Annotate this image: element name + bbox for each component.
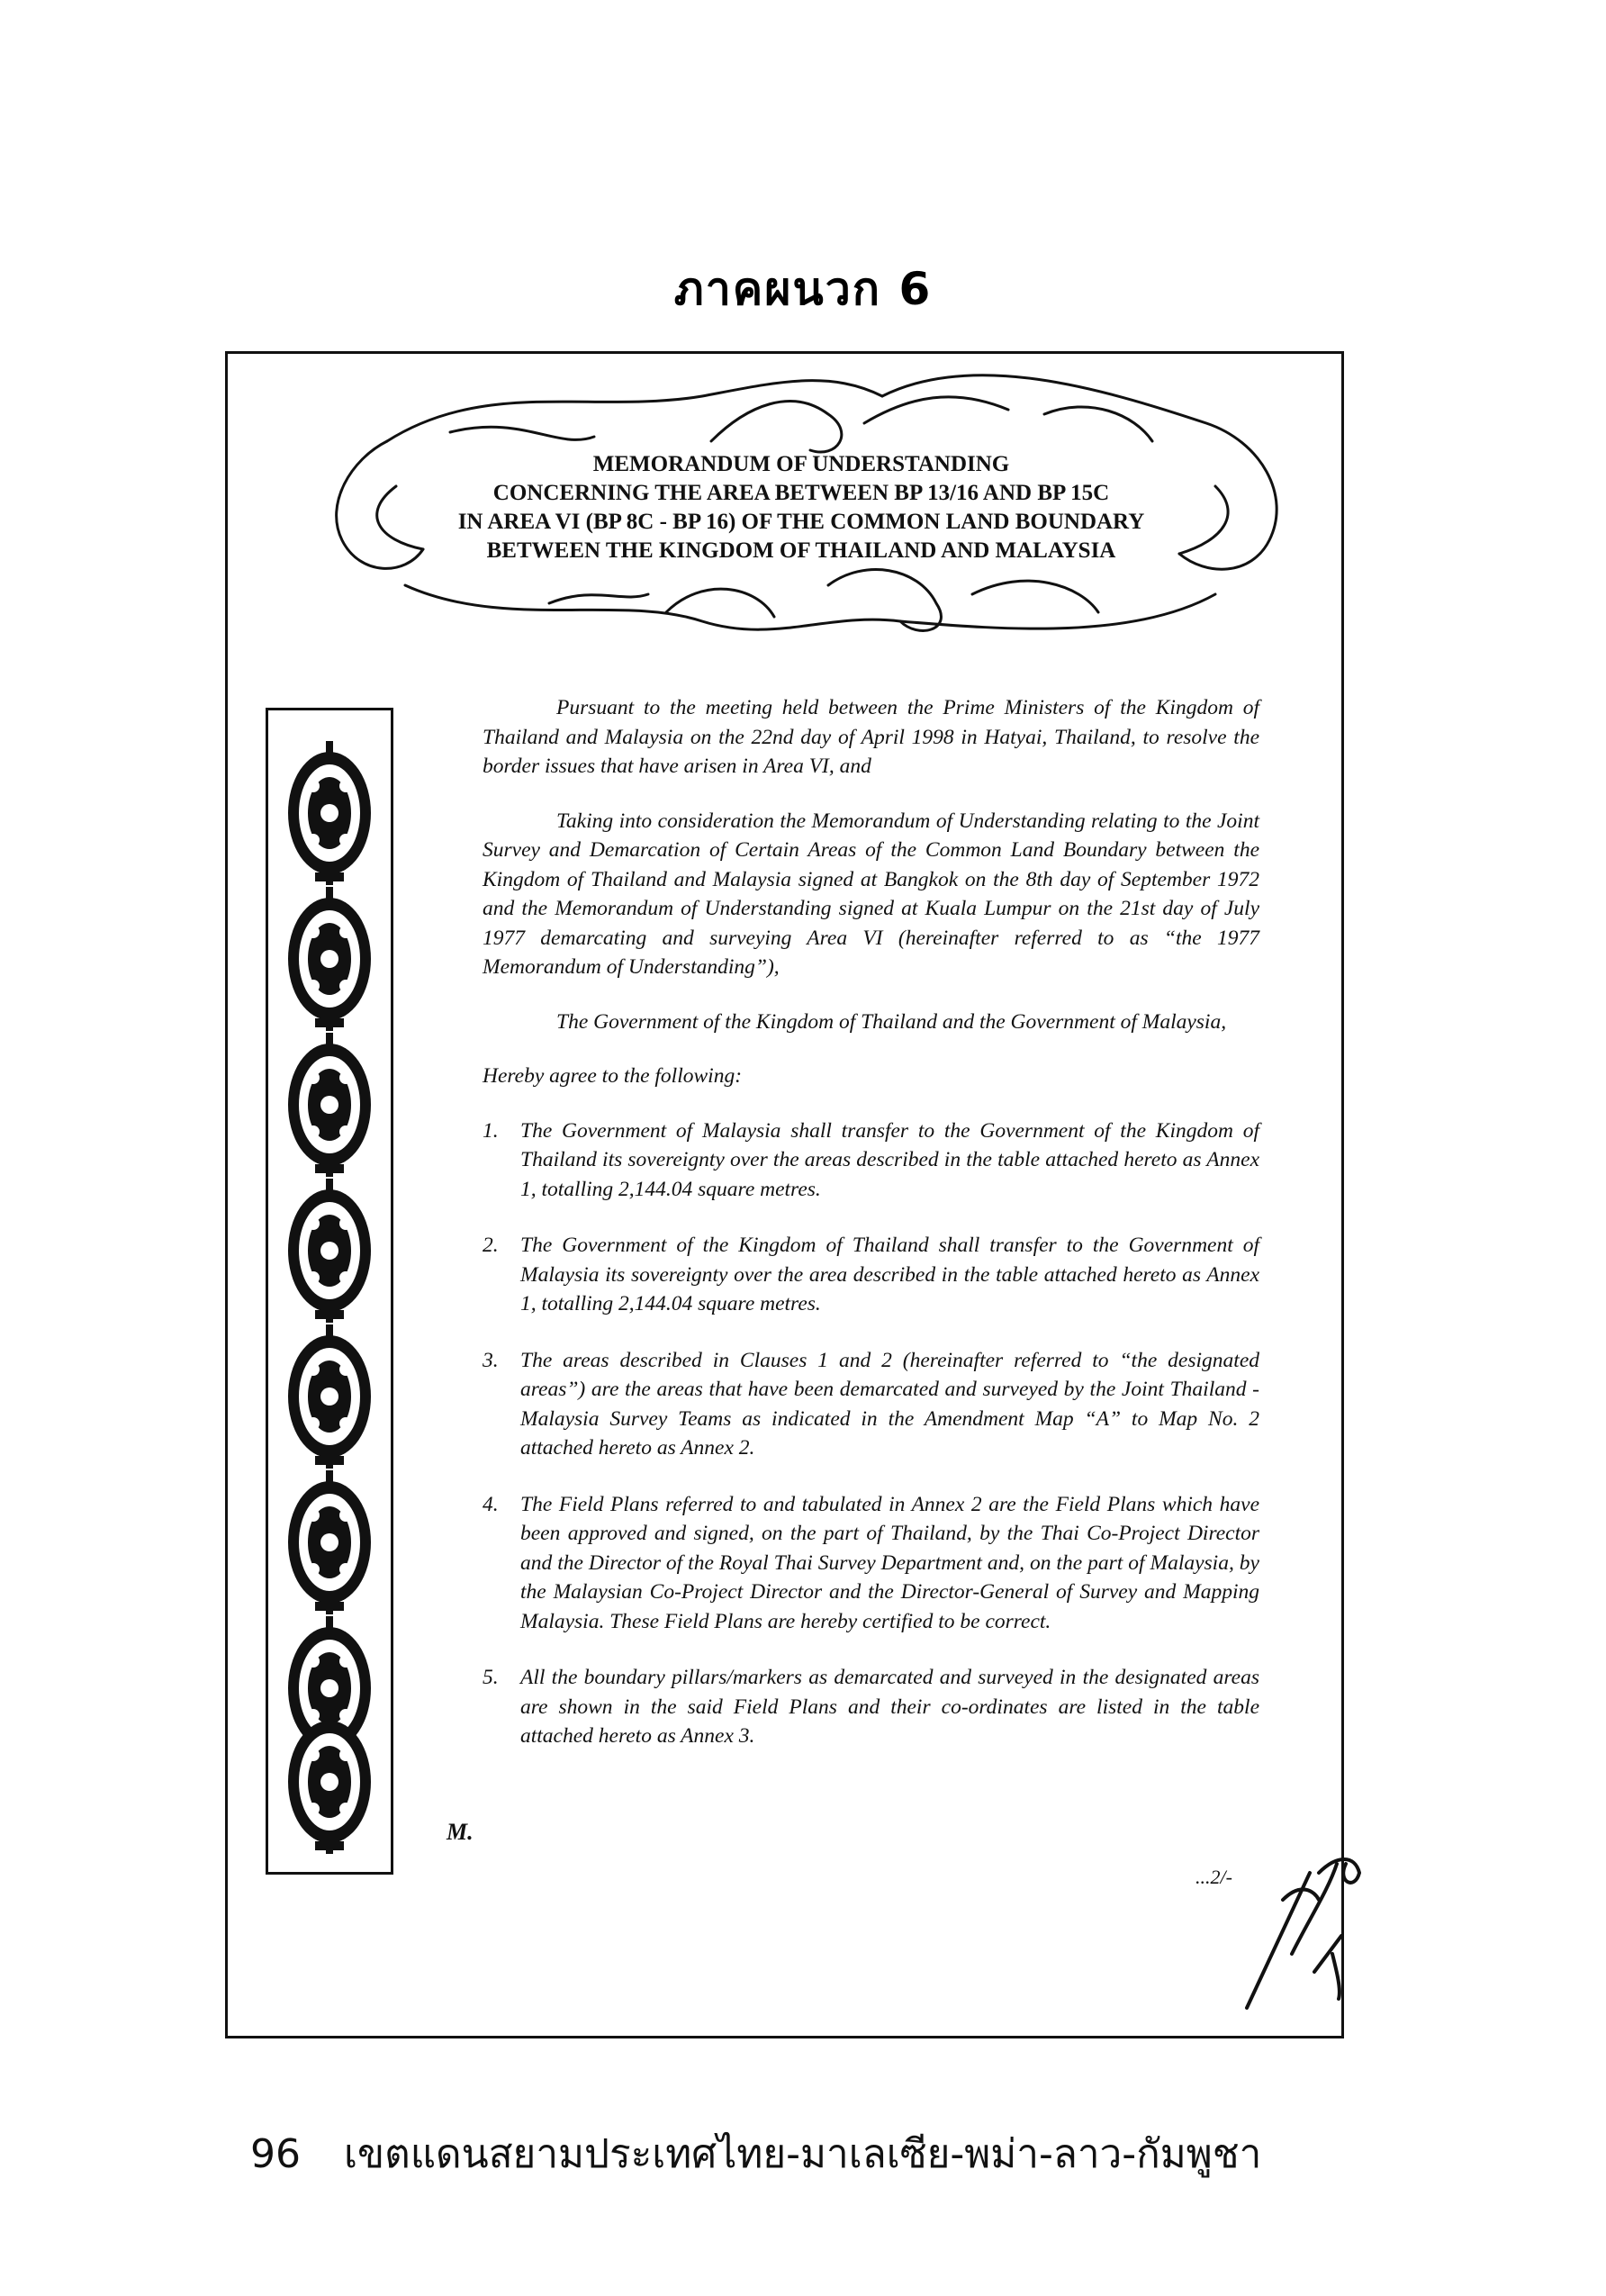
paragraph-preamble: Pursuant to the meeting held between the Prime Ministers of the Kingdom of Thailand and Malaysia on the 22nd day of April 1998 in Hatyai, Thailand, to resolve the border issues that have arisen in Area VI, and bbox=[483, 696, 1259, 778]
clause-number: 5. bbox=[483, 1666, 499, 1689]
clause-text: The Government of Malaysia shall transfer to the Government of the Kingdom of Thailand its sovereignty over the areas described in the table attached hereto as Annex 1, totalling 2,144.04 square metres. bbox=[520, 1118, 1259, 1201]
clause-5 bbox=[483, 1663, 1259, 1751]
clause-number: 3. bbox=[483, 1348, 499, 1372]
initials-mark: M. bbox=[447, 1819, 474, 1845]
memorandum-title-line-1: MEMORANDUM OF UNDERSTANDING bbox=[592, 452, 1010, 476]
memorandum-title-line-2: CONCERNING THE AREA BETWEEN BP 13/16 AND BP 15C bbox=[492, 481, 1110, 505]
memorandum-title-line-3: IN AREA VI (BP 8C - BP 16) OF THE COMMON LAND BOUNDARY bbox=[457, 510, 1145, 534]
paragraph-agreement-intro: Hereby agree to the following: bbox=[483, 1064, 743, 1088]
clause-text: The Field Plans referred to and tabulated in Annex 2 are the Field Plans which have been approved and signed, on the part of Thailand, by the Thai Co-Project Director and the Director of the Royal Thai Survey Department and, on the part of Malaysia, by the Malaysian Co-Project Director and the Director-General of Survey and Mapping Malaysia. These Field Plans are hereby certified to be correct. bbox=[520, 1492, 1259, 1633]
paragraph-parties: The Government of the Kingdom of Thailand and the Government of Malaysia, bbox=[556, 1009, 1227, 1034]
book-title: เขตแดนสยามประเทศไทย-มาเลเซีย-พม่า-ลาว-กัมพูชา bbox=[344, 2131, 1262, 2177]
continuation-marker: ...2/- bbox=[1195, 1866, 1232, 1888]
paragraph-consideration: Taking into consideration the Memorandum of Understanding relating to the Joint Survey and Demarcation of Certain Areas of the Common Land Boundary between the Kingdom of Thailand and Malaysia signed at Bangkok on the 8th day of September 1972 and the Memorandum of Understanding signed at Kuala Lumpur on the 21st day of July 1977 demarcating and surveying Area VI (hereinafter referred to as “the 1977 Memorandum of Understanding”), bbox=[483, 809, 1259, 979]
appendix-title: ภาคผนวก 6 bbox=[673, 263, 933, 315]
clause-2 bbox=[483, 1231, 1259, 1319]
ornament-pattern-icon bbox=[268, 710, 391, 1872]
page-number: 96 bbox=[250, 2131, 301, 2177]
clause-1 bbox=[483, 1116, 1259, 1205]
clause-text: All the boundary pillars/markers as demarcated and surveyed in the designated areas are shown in the said Field Plans and their co-ordinates are listed in the table attached hereto as Annex 3. bbox=[520, 1666, 1259, 1748]
clause-text: The Government of the Kingdom of Thailand shall transfer to the Government of Malaysia its sovereignty over the area described in the table attached hereto as Annex 1, totalling 2,144.04 square metres. bbox=[520, 1234, 1259, 1315]
clause-number: 2. bbox=[483, 1234, 499, 1257]
clause-number: 4. bbox=[483, 1492, 499, 1516]
page-footer bbox=[250, 2122, 1261, 2185]
memorandum-body bbox=[483, 693, 1259, 1778]
memorandum-title-line-4: BETWEEN THE KINGDOM OF THAILAND AND MALAYSIA bbox=[486, 538, 1116, 563]
clause-text: The areas described in Clauses 1 and 2 (hereinafter referred to “the designated areas”) are the areas that have been demarcated and surveyed by the Joint Thailand - Malaysia Survey Teams as indicated in the Amendment Map “A” to Map No. 2 attached hereto as Annex 2. bbox=[520, 1348, 1259, 1460]
clause-3 bbox=[483, 1346, 1259, 1463]
memorandum-title bbox=[396, 450, 1206, 565]
clause-number: 1. bbox=[483, 1118, 499, 1143]
clause-4 bbox=[483, 1490, 1259, 1637]
handwritten-signature bbox=[1229, 1837, 1364, 2017]
decorative-border-strip bbox=[266, 708, 393, 1875]
